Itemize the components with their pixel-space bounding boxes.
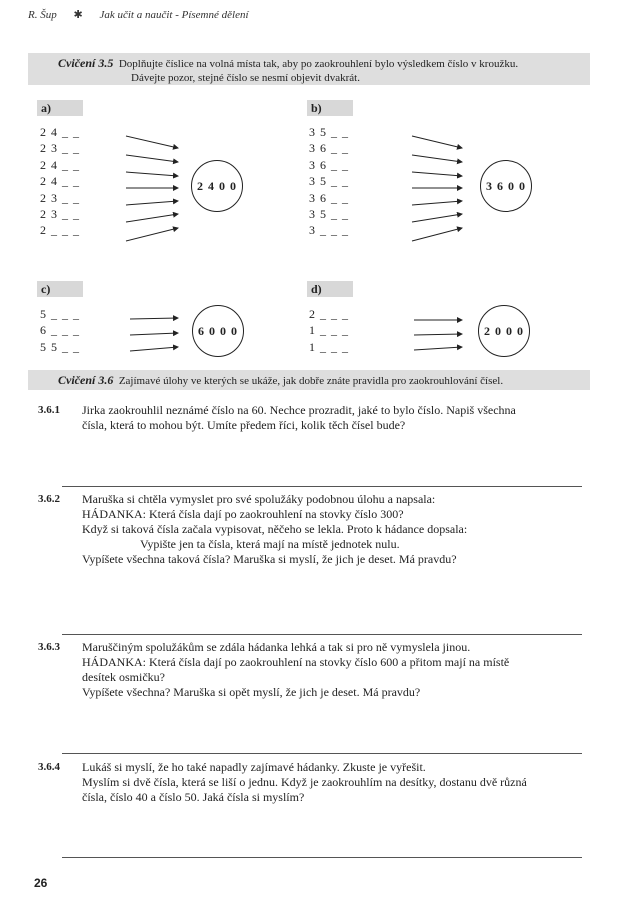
part-d-row[interactable]: 1 _ _ _ — [309, 339, 349, 354]
task-3-6-4 — [38, 760, 583, 805]
part-d-arrows — [414, 320, 462, 350]
answer-line[interactable] — [62, 753, 582, 754]
part-b-row[interactable]: 3 5 _ _ — [309, 174, 349, 189]
part-b-row[interactable]: 3 _ _ _ — [309, 223, 349, 238]
exercise-3-6-text: Zajímavé úlohy ve kterých se ukáže, jak dobře znáte pravidla pro zaokrouhlování čísel. — [118, 375, 504, 387]
part-a-row[interactable]: 2 3 _ _ — [40, 207, 80, 222]
arrow-line — [412, 201, 462, 205]
task-line: Maruščiným spolužákům se zdála hádanka lehká a tak si pro ně vymyslela jinou. — [82, 640, 471, 654]
part-c-arrows — [130, 318, 178, 351]
exercise-3-5-text2: Dávejte pozor, stejné číslo se nesmí objevit dvakrát. — [131, 72, 360, 84]
part-c-label: c) — [37, 281, 83, 297]
part-c-circle: 6 0 0 0 — [192, 305, 244, 357]
arrow-line — [412, 228, 462, 241]
task-line: Když si taková čísla začala vypisovat, něčeho se lekla. Proto k hádance dopsala: — [82, 522, 468, 536]
task-line: HÁDANKA: Která čísla dají po zaokrouhlení na stovky číslo 600 a přitom mají na místě — [82, 655, 510, 669]
part-a-row[interactable]: 2 _ _ _ — [40, 223, 80, 238]
arrow-line — [412, 214, 462, 222]
part-a-row[interactable]: 2 4 _ _ — [40, 125, 80, 139]
arrow-line — [130, 333, 178, 335]
part-b-arrows — [412, 136, 462, 241]
arrow-line — [126, 228, 178, 241]
arrow-line — [412, 172, 462, 176]
arrow-line — [126, 155, 178, 162]
arrow-line — [412, 155, 462, 162]
part-c-row[interactable]: 5 _ _ _ — [40, 307, 80, 321]
arrow-line — [126, 172, 178, 176]
part-b-row[interactable]: 3 6 _ _ — [309, 141, 349, 156]
part-c-rows — [40, 306, 80, 355]
answer-line[interactable] — [62, 634, 582, 635]
arrow-line — [126, 214, 178, 222]
header-separator: ✱ — [73, 9, 83, 21]
task-line: čísla, která to mohou být. Umíte předem říci, kolik těch čísel bude? — [82, 418, 406, 432]
task-3-6-1 — [38, 403, 583, 433]
exercise-3-5-title: Cvičení 3.5 — [58, 56, 114, 70]
arrow-line — [414, 334, 462, 335]
arrow-line — [130, 347, 178, 351]
part-b-row[interactable]: 3 5 _ _ — [309, 125, 349, 139]
part-b-row[interactable]: 3 6 _ _ — [309, 190, 349, 205]
exercise-3-6-title: Cvičení 3.6 — [58, 373, 114, 387]
header-author: R. Šup — [28, 9, 57, 21]
part-d-label: d) — [307, 281, 353, 297]
task-line: desítek osmičku? — [82, 670, 165, 684]
arrow-line — [412, 136, 462, 148]
task-line: Vypište jen ta čísla, která mají na místě jednotek nulu. — [140, 537, 400, 551]
arrow-line — [414, 347, 462, 350]
arrow-line — [130, 318, 178, 319]
task-number: 3.6.2 — [38, 493, 60, 505]
part-b-row[interactable]: 3 6 _ _ — [309, 157, 349, 172]
task-line: čísla, číslo 40 a číslo 50. Jaká čísla si myslím? — [82, 790, 305, 804]
part-c-row[interactable]: 6 _ _ _ — [40, 323, 80, 338]
part-b-label: b) — [307, 100, 353, 116]
part-c-row[interactable]: 5 5 _ _ — [40, 339, 80, 354]
part-a-row[interactable]: 2 3 _ _ — [40, 141, 80, 156]
task-line: Myslím si dvě čísla, která se liší o jednu. Když je zaokrouhlím na desítky, dostanu dvě různá — [82, 775, 527, 789]
arrow-line — [126, 136, 178, 148]
part-d-rows — [309, 306, 349, 355]
task-line: Vypíšete všechna taková čísla? Maruška si myslí, že jich je deset. Má pravdu? — [82, 552, 457, 566]
part-b-rows — [309, 124, 349, 239]
exercise-3-6-header — [58, 373, 503, 389]
part-a-label: a) — [37, 100, 83, 116]
part-b-circle: 3 6 0 0 — [480, 160, 532, 212]
task-number: 3.6.3 — [38, 641, 60, 653]
task-3-6-3 — [38, 640, 583, 700]
answer-line[interactable] — [62, 857, 582, 858]
arrow-line — [126, 201, 178, 205]
task-line: Lukáš si myslí, že ho také napadly zajímavé hádanky. Zkuste je vyřešit. — [82, 760, 426, 774]
answer-line[interactable] — [62, 486, 582, 487]
part-d-row[interactable]: 1 _ _ _ — [309, 323, 349, 338]
task-line: Maruška si chtěla vymyslet pro své spolužáky podobnou úlohu a napsala: — [82, 492, 436, 506]
part-d-row[interactable]: 2 _ _ _ — [309, 307, 349, 321]
part-a-circle: 2 4 0 0 — [191, 160, 243, 212]
part-a-row[interactable]: 2 3 _ _ — [40, 190, 80, 205]
exercise-3-5-text1: Doplňujte číslice na volná místa tak, aby po zaokrouhlení bylo výsledkem číslo v kroužku. — [118, 58, 519, 70]
part-a-arrows — [126, 136, 178, 241]
part-a-row[interactable]: 2 4 _ _ — [40, 174, 80, 189]
header-title: Jak učit a naučit - Písemné dělení — [99, 9, 249, 21]
part-b-row[interactable]: 3 5 _ _ — [309, 207, 349, 222]
task-number: 3.6.4 — [38, 761, 60, 773]
part-a-row[interactable]: 2 4 _ _ — [40, 157, 80, 172]
page-number: 26 — [34, 876, 48, 890]
part-d-circle: 2 0 0 0 — [478, 305, 530, 357]
task-line: HÁDANKA: Která čísla dají po zaokrouhlení na stovky číslo 300? — [82, 507, 404, 521]
task-3-6-2 — [38, 492, 583, 567]
task-line: Jirka zaokrouhlil neznámé číslo na 60. Nechce prozradit, jaké to bylo číslo. Napiš všechna — [82, 403, 516, 417]
task-line: Vypíšete všechna? Maruška si opět myslí, že jich je deset. Má pravdu? — [82, 685, 421, 699]
task-number: 3.6.1 — [38, 404, 60, 416]
